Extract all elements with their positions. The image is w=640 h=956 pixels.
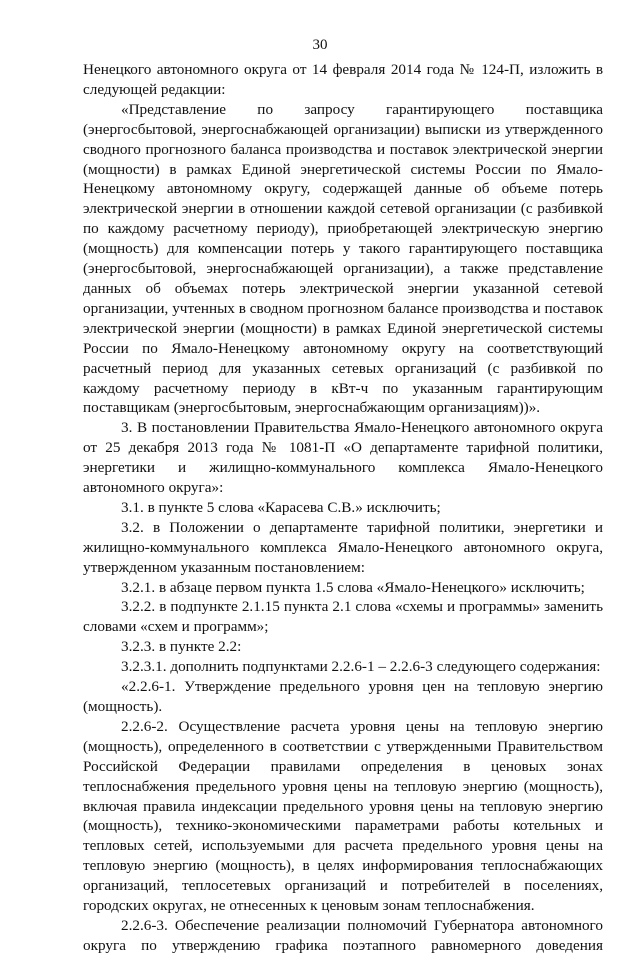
document-body [83,60,603,956]
paragraph: 2.2.6-3. Обеспечение реализации полномочий Губернатора автономного округа по утверждению графика поэтапного равномерного доведения [83,916,603,954]
paragraph: «Представление по запросу гарантирующего поставщика (энергосбытовой, энергоснабжающей организации) выписки из утвержденного сводного прогнозного баланса производства и поставок электрической энергии (мощности) в рамках Единой энергетической системы России по Ямало-Ненецкому автономному округу, содержащей данные об объеме потерь электрической энергии в отношении каждой сетевой организации (с разбивкой по каждому расчетному периоду), приобретающей электрическую энергию (мощность) для компенсации потерь у такого гарантирующего поставщика (энергосбытовой, энергоснабжающей организации), а также представление данных об объемах потерь электрической энергии указанной сетевой организации, учтенных в сводном прогнозном балансе производства и поставок электрической энергии (мощности) в рамках Единой энергетической системы России по Ямало-Ненецкому автономному округу на соответствующий расчетный период для указанных сетевых организаций (с разбивкой по каждому расчетному периоду в кВт-ч по указанным гарантирующим поставщикам (энергосбытовым, энергоснабжающим организациям))». [83,100,603,417]
paragraph: 3.2.3. в пункте 2.2: [121,638,242,656]
paragraph: 3. В постановлении Правительства Ямало-Ненецкого автономного округа от 25 декабря 2013 года № 1081-П «О департаменте тарифной политики, энергетики и жилищно-коммунального комплекса Ямало-Ненецкого автономного округа»: [83,419,603,497]
paragraph: 3.2. в Положении о департаменте тарифной политики, энергетики и жилищно-коммунального комплекса Ямало-Ненецкого автономного округа, утвержденном указанным постановлением: [83,518,603,576]
page-number: 30 [312,37,328,53]
paragraph: «2.2.6-1. Утверждение предельного уровня цен на тепловую энергию (мощность). [83,678,603,715]
paragraph: 3.2.2. в подпункте 2.1.15 пункта 2.1 слова «схемы и программы» заменить словами «схем и программ»; [83,598,603,636]
paragraph: Ненецкого автономного округа от 14 февраля 2014 года № 124-П, изложить в следующей редакции: [83,61,603,98]
paragraph: 2.2.6-2. Осуществление расчета уровня цены на тепловую энергию (мощность), определенного в соответствии с утвержденными Правительством Российской Федерации правилами определения в ценовых зонах теплоснабжения предельного уровня цены на тепловую энергию (мощность), включая правила индексации предельного уровня цены на тепловую энергию (мощность), технико-экономическими параметрами работы котельных и тепловых сетей, используемыми для расчета предельного уровня цены на тепловую энергию (мощность), в целях информирования теплоснабжающих организаций, теплосетевых организаций и потребителей в поселениях, городских округах, не отнесенных к ценовым зонам теплоснабжения. [83,717,603,915]
paragraph: 3.2.3.1. дополнить подпунктами 2.2.6-1 – 2.2.6-3 следующего содержания: [121,658,601,676]
paragraph: 3.1. в пункте 5 слова «Карасева С.В.» исключить; [121,498,441,516]
paragraph: 3.2.1. в абзаце первом пункта 1.5 слова «Ямало-Ненецкого» исключить; [121,578,585,596]
